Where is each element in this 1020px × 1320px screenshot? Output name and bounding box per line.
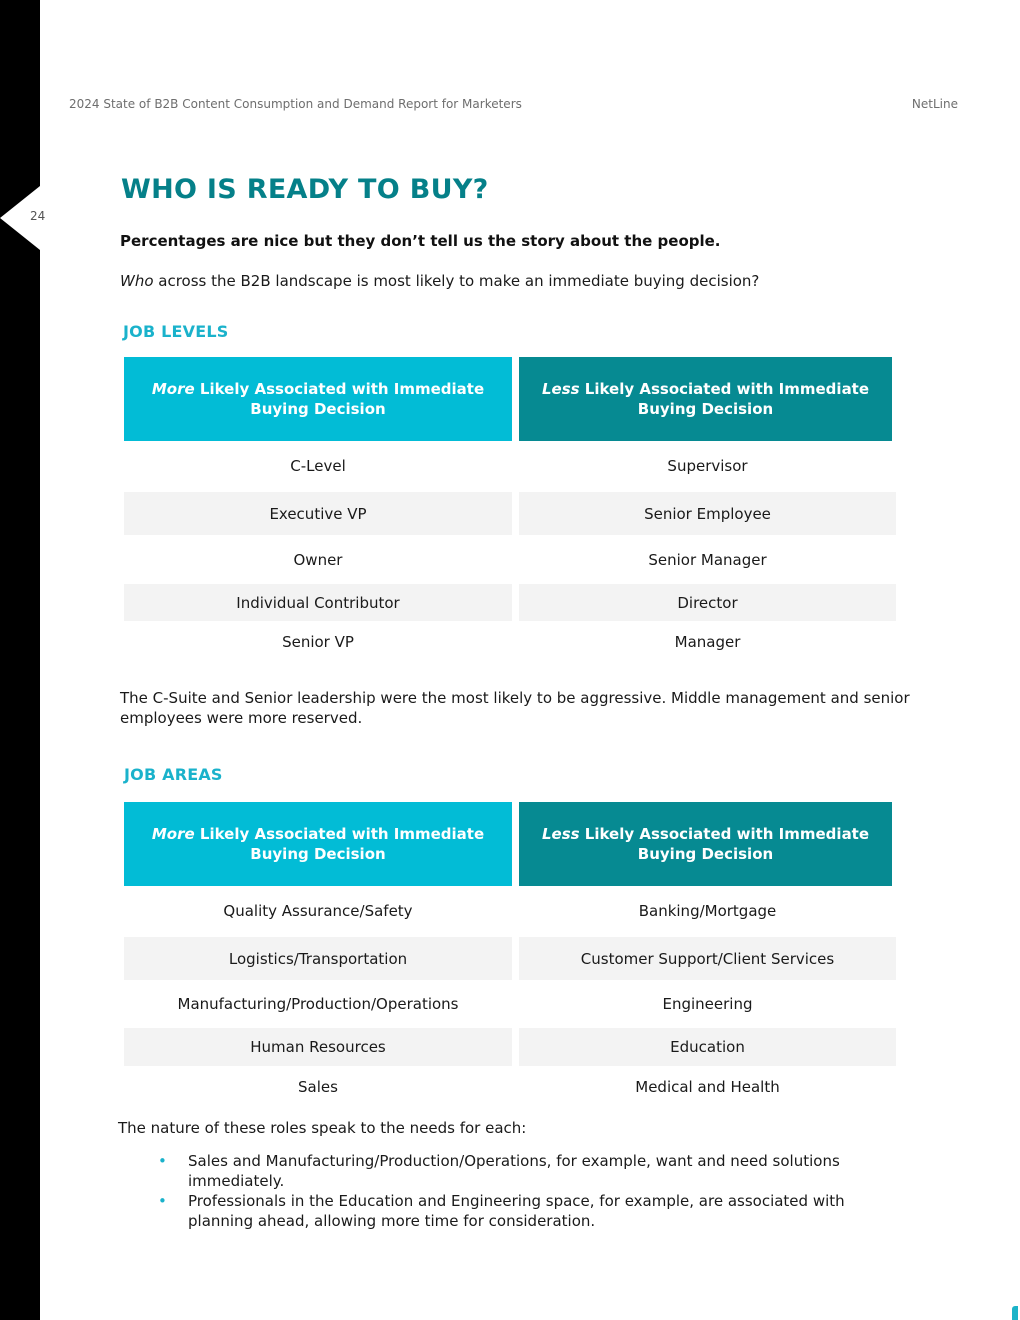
- corner-accent-mark: [1012, 1306, 1018, 1320]
- table-cell: Education: [519, 1028, 896, 1066]
- table-row: [124, 987, 896, 1021]
- job-levels-note: The C-Suite and Senior leadership were the most likely to be aggressive. Middle management and senior employees were more reserved.: [120, 689, 910, 727]
- table-cell: Senior Employee: [519, 492, 896, 535]
- table-cell: Supervisor: [667, 457, 748, 475]
- closing-lead: The nature of these roles speak to the needs for each:: [118, 1119, 527, 1137]
- table-cell: Medical and Health: [635, 1078, 780, 1096]
- table-row: [124, 937, 896, 980]
- table-cell: Quality Assurance/Safety: [223, 902, 413, 920]
- table-cell: Human Resources: [124, 1028, 512, 1066]
- table-cell: Individual Contributor: [124, 584, 512, 621]
- page-title: WHO IS READY TO BUY?: [121, 174, 489, 205]
- bullet-icon: •: [158, 1192, 167, 1210]
- table-cell: Sales: [298, 1078, 338, 1096]
- table-row: [124, 1028, 896, 1066]
- table-cell: Manufacturing/Production/Operations: [177, 995, 459, 1013]
- page-number: 24: [30, 209, 46, 223]
- list-item: • Professionals in the Education and Engineering space, for example, are associated with planning ahead, allowing more time for consideration.: [158, 1192, 845, 1230]
- job-areas-table-header: [124, 802, 896, 886]
- bullet-icon: •: [158, 1152, 167, 1170]
- table-row: [124, 584, 896, 621]
- job-areas-more-header: More Likely Associated with Immediate Buying Decision: [124, 802, 512, 886]
- intro-bold-text: Percentages are nice but they don’t tell us the story about the people.: [120, 232, 721, 250]
- table-cell: Director: [519, 584, 896, 621]
- table-cell: C-Level: [290, 457, 346, 475]
- table-cell: Banking/Mortgage: [638, 902, 777, 920]
- job-levels-label: JOB LEVELS: [123, 322, 229, 341]
- job-levels-table: [124, 357, 896, 651]
- table-cell: Customer Support/Client Services: [519, 937, 896, 980]
- table-row: [124, 625, 896, 659]
- table-cell: Logistics/Transportation: [124, 937, 512, 980]
- table-cell: Senior VP: [282, 633, 354, 651]
- list-item: • Sales and Manufacturing/Production/Operations, for example, want and need solutions immediately.: [158, 1152, 840, 1190]
- table-cell: Executive VP: [124, 492, 512, 535]
- table-row: [124, 1070, 896, 1104]
- job-areas-table: [124, 802, 896, 1096]
- intro-emphasis: Who: [120, 272, 154, 290]
- job-levels-more-header: More Likely Associated with Immediate Buying Decision: [124, 357, 512, 441]
- table-cell: Senior Manager: [648, 551, 767, 569]
- intro-rest: across the B2B landscape is most likely to make an immediate buying decision?: [153, 272, 760, 290]
- job-areas-label: JOB AREAS: [124, 765, 223, 784]
- table-row: [124, 894, 896, 928]
- intro-text: [120, 272, 759, 290]
- brand-header: NetLine: [911, 97, 958, 111]
- table-cell: Owner: [293, 551, 343, 569]
- job-levels-less-header: Less Likely Associated with Immediate Buying Decision: [519, 357, 892, 441]
- closing-bullet-list: [158, 1151, 888, 1231]
- table-row: [124, 448, 896, 484]
- table-cell: Engineering: [662, 995, 753, 1013]
- job-areas-less-header: Less Likely Associated with Immediate Buying Decision: [519, 802, 892, 886]
- table-cell: Manager: [674, 633, 741, 651]
- table-row: [124, 492, 896, 535]
- report-title-header: 2024 State of B2B Content Consumption and Demand Report for Marketers: [69, 97, 522, 111]
- job-levels-table-header: [124, 357, 896, 441]
- table-row: [124, 542, 896, 578]
